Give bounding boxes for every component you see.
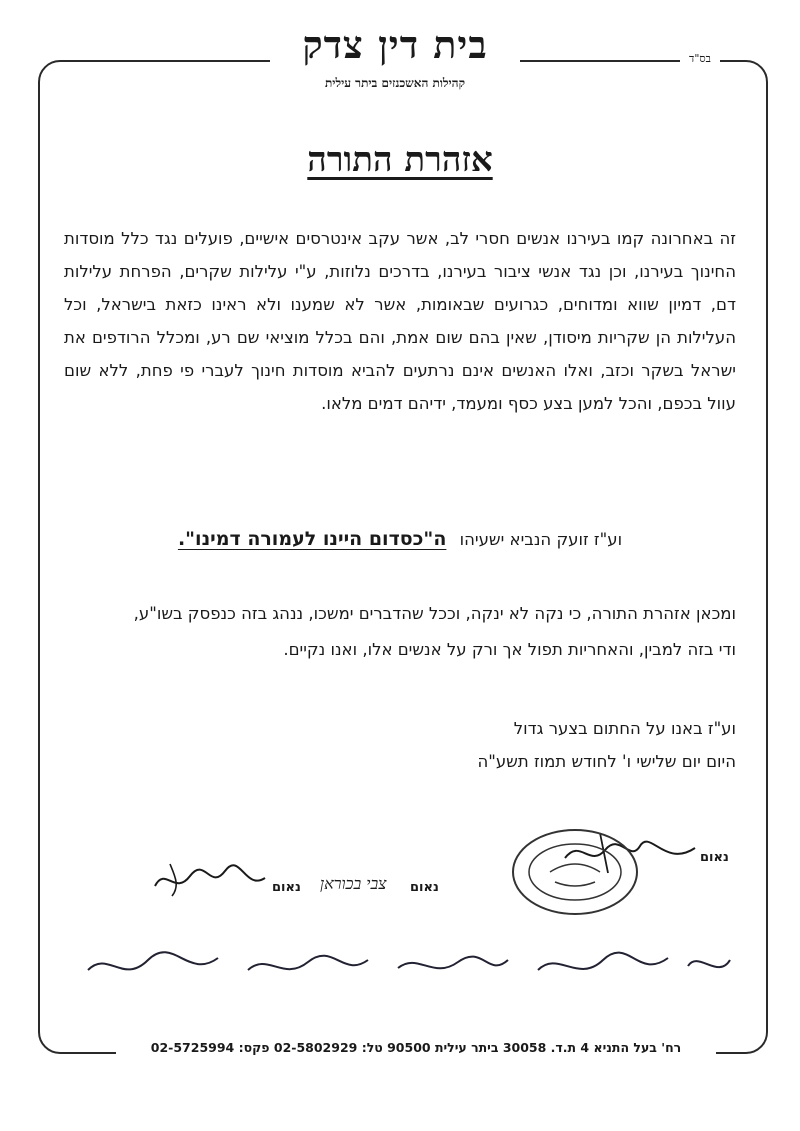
signature-2: צבי בכוראן	[320, 874, 387, 893]
closing-block	[64, 712, 736, 778]
closing-line-1: וע"ז באנו על החתום בצער גדול	[513, 719, 736, 738]
signature-3-image	[150, 856, 270, 900]
main-paragraph: זה באחרונה קמו בעירנו אנשים חסרי לב, אשר עקב אינטרסים אישיים, פועלים נגד כלל מוסדות החינוך בעירנו, וכן נגד אנשי ציבור בעירנו, בדרכים נלוזות, ע"י עלילות שקרים, הפרחת עלילות דם, דמיון שווא ומדוחים, כגרועים שבאומות, אשר לא שמענו ולא ראינו כזאת בישראל, וכל העלילות הן שקריות מיסודן, שאין בהם שום אמת, והם בכלל מוציאי שם רע, ומכלל הרודפים את ישראל בשקר וכזב, ואלו האנשים אינם נרתעים להביא מוסדות חינוך לעברי פי פחת, ללא שום עוול בכפם, והכל למען בצע כסף ומעמד, ידיהם דמים מלאו.	[64, 229, 736, 413]
warning-line-2: ודי בזה למבין, והאחריות תפול אך ורק על אנשים אלו, ואנו נקיים.	[283, 640, 736, 659]
signature-row-2-image	[78, 940, 738, 996]
closing-line-2: היום יום שלישי ו' לחודש תמוז תשע"ה	[477, 752, 736, 771]
letterhead-title: בית דין צדק	[302, 22, 488, 67]
document-title: אזהרת התורה	[307, 140, 493, 180]
prophet-intro: וע"ז זועק הנביא ישעיהו	[459, 530, 623, 549]
footer-address: רח' בעל התניא 4 ת.ד. 30058 ביתר עילית 90500 טל: 02-5802929 פקס: 02-5725994	[150, 1040, 682, 1055]
rabbinical-court-stamp	[510, 826, 640, 918]
prophet-line	[64, 528, 736, 550]
na-label-3: נאום	[272, 880, 301, 895]
bsd-mark: בס"ד	[689, 52, 711, 65]
prophet-quote: ה"כסדום היינו לעמורה דמינו".	[177, 528, 447, 550]
page-border	[38, 60, 768, 1054]
na-label-1: נאום	[700, 850, 729, 865]
na-label-2: נאום	[410, 880, 439, 895]
letterhead-subtitle: קהילות האשכנזים ביתר עילית	[324, 76, 465, 90]
warning-line-1: ומכאן אזהרת התורה, כי נקה לא ינקה, וככל שהדברים ימשכו, ננהג בזה כנפסק בשו"ע,	[133, 604, 736, 623]
warning-block	[64, 596, 736, 668]
